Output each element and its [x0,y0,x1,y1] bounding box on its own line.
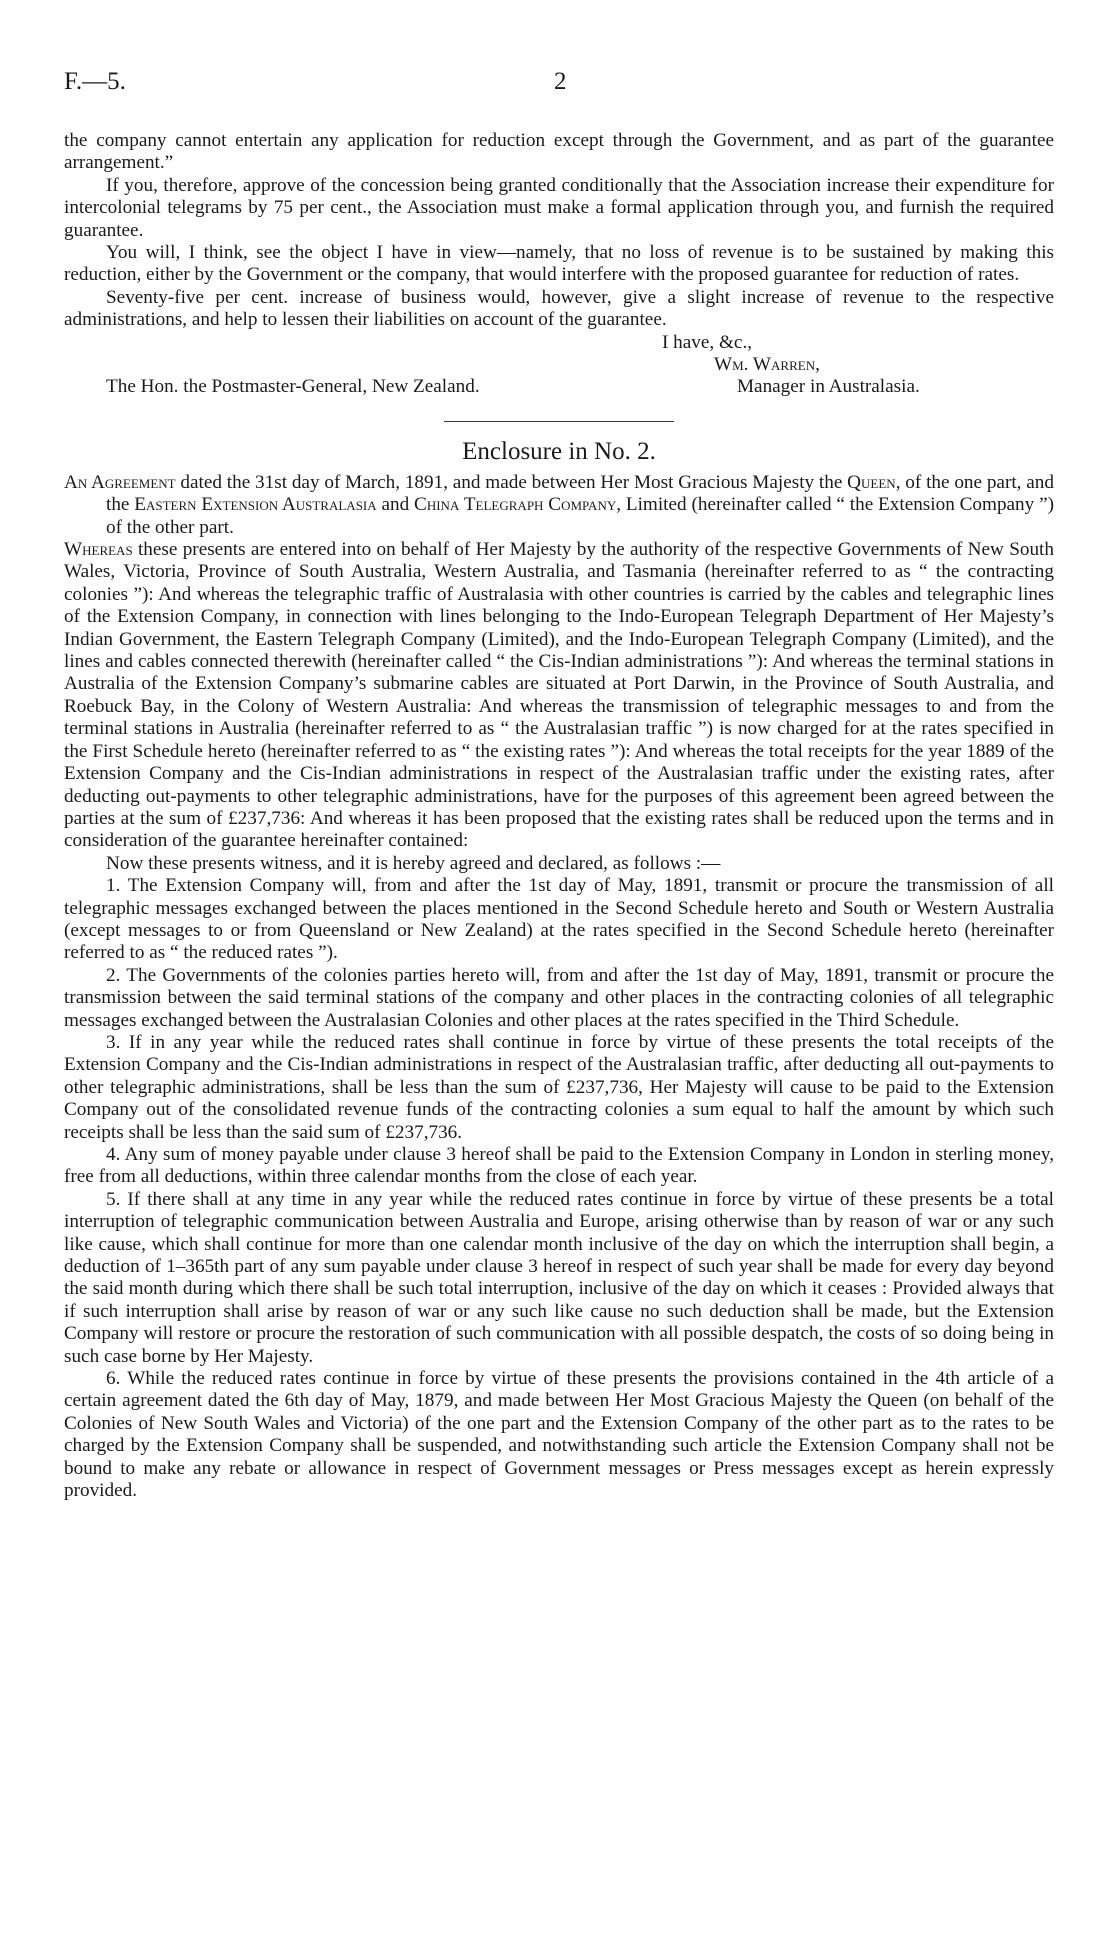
agreement-intro [64,472,1054,539]
witness-paragraph: Now these presents witness, and it is hereby agreed and declared, as follows :— [106,852,721,874]
enclosure-heading: Enclosure in No. 2. [462,437,656,465]
letter-paragraph: If you, therefore, approve of the concession being granted conditionally that the Association increase their expenditure for intercolonial telegrams by 75 per cent., the Association must make a formal application through you, and furnish the required guarantee. [64,174,1054,241]
signature-title: Manager in Australasia. [737,376,920,398]
letter-paragraph: Seventy-five per cent. increase of business would, however, give a slight increase of revenue to the respective administrations, and help to lessen their liabilities on account of the guarantee. [64,286,1054,331]
clause-4: 4. Any sum of money payable under clause 3 hereof shall be paid to the Extension Company in London in sterling money, free from all deductions, within three calendar months from the close of each year. [64,1144,1054,1188]
page-number: 2 [554,68,567,95]
whereas-paragraph [64,539,1054,853]
document-reference: F.—5. [64,68,126,95]
company-name: Eastern Extension Australasia [134,494,377,516]
clause-6: 6. While the reduced rates continue in force by virtue of these presents the provisions contained in the 4th article of a certain agreement dated the 6th day of May, 1879, and made between Her Most Gracious Majesty the Queen (on behalf of the Colonies of New South Wales and Victoria) of the one part and the Extension Company of the other part as to the rates to be charged by the Extension Company shall be suspended, and notwithstanding such article the Extension Company shall not be bound to make any rebate or allowance in respect of Government messages or Press messages except as herein expressly provided. [64,1368,1054,1502]
clause-1: 1. The Extension Company will, from and after the 1st day of May, 1891, transmit or procure the transmission of all telegraphic messages exchanged between the places mentioned in the Second Schedule hereto and South or Western Australia (except messages to or from Queensland or New Zealand) at the rates specified in the Second Schedule hereto (hereinafter referred to as “ the reduced rates ”). [64,875,1054,964]
clause-3: 3. If in any year while the reduced rates shall continue in force by virtue of these presents the total receipts of the Extension Company and the Cis-Indian administrations in respect of the Australasian traffic, after deducting all out-payments to other telegraphic administrations, shall be less than the sum of £237,736, Her Majesty will cause to be paid to the Extension Company out of the consolidated revenue funds of the contracting colonies a sum equal to half the amount by which such receipts shall be less than the said sum of £237,736. [64,1031,1054,1143]
intro-text: dated the 31st day of March, 1891, and made between Her Most Gracious Majesty the [175,471,848,493]
signature-name: Wm. Warren, [714,354,820,376]
letter-closing [64,332,1054,354]
whereas-text: these presents are entered into on behalf of Her Majesty by the authority of the respective Governments of New South Wales, Victoria, Province of South Australia, Western Australia, and Tasmania (hereinafter referred to as “ the contracting colonies ”): And whereas the telegraphic traffic of Australasia with other countries is carried by the cables and telegraphic lines of the Extension Company, in connection with lines belonging to the Indo-European Telegraph Department of Her Majesty’s Indian Government, the Eastern Telegraph Company (Limited), and the Indo-European Telegraph Company (Limited), and the lines and cables connected therewith (hereinafter called “ the Cis-Indian administrations ”): And whereas the terminal stations in Australia of the Extension Company’s submarine cables are situated at Port Darwin, in the Province of South Australia, and Roebuck Bay, in the Colony of Western Australia: And whereas the transmission of telegraphic messages to and from the terminal stations in Australia (hereinafter referred to as “ the Australasian traffic ”) is now charged for at the rates specified in the First Schedule hereto (hereinafter referred to as “ the existing rates ”): And whereas the total receipts for the year 1889 of the Extension Company and the Cis-Indian administrations in respect of the Australasian traffic under the existing rates, after deducting out-payments to other telegraphic administrations, have for the purposes of this agreement been agreed between the parties at the sum of £237,736: And whereas it has been proposed that the existing rates shall be reduced upon the terms and in consideration of the guarantee hereinafter contained: [64,539,1054,852]
closing-phrase: I have, &c., [662,331,753,353]
whereas-lead: Whereas [64,539,133,561]
intro-text: , of the one part, and the [106,471,1054,516]
letter-recipient: The Hon. the Postmaster-General, New Zealand. [106,376,480,398]
letter-paragraph: the company cannot entertain any application for reduction except through the Government, and as part of the guarantee arrangement.” [64,130,1054,174]
letter-signature [64,354,1054,376]
intro-text: and [376,494,415,516]
queen-name: Queen [847,471,896,493]
page-header [64,68,1050,100]
agreement-lead: An Agreement [64,471,176,493]
clause-2: 2. The Governments of the colonies parties hereto will, from and after the 1st day of May, 1891, transmit or procure the transmission between the said terminal stations of the company and other places in the contracting colonies of all telegraphic messages exchanged between the Australasian Colonies and other places at the rates specified in the Third Schedule. [64,964,1054,1031]
clause-5: 5. If there shall at any time in any year while the reduced rates continue in force by virtue of these presents be a total interruption of telegraphic communication between Australia and Europe, arising otherwise than by reason of war or any such like cause, which shall continue for more than one calendar month inclusive of the day on which the interruption shall begin, a deduction of 1–365th part of any sum payable under clause 3 hereof in respect of such year shall be made for every day beyond the said month during which there shall be such total interruption, inclusive of the day on which it ceases : Provided always that if such interruption shall arise by reason of war or any such like cause no such deduction shall be made, but the Extension Company will restore or procure the restoration of such communication with all possible despatch, the costs of so doing being in such case borne by Her Majesty. [64,1188,1054,1367]
intro-text: , Limited (hereinafter called “ the Extension Company ”) of the other part. [106,494,1054,538]
section-divider [444,421,674,422]
company-name-2: China Telegraph Company [414,494,617,516]
page-body [64,130,1054,1503]
letter-paragraph: You will, I think, see the object I have in view—namely, that no loss of revenue is to be sustained by making this reduction, either by the Government or the company, that would interfere with the proposed guarantee for reduction of rates. [64,242,1054,286]
letter-footer-row [64,376,1054,398]
